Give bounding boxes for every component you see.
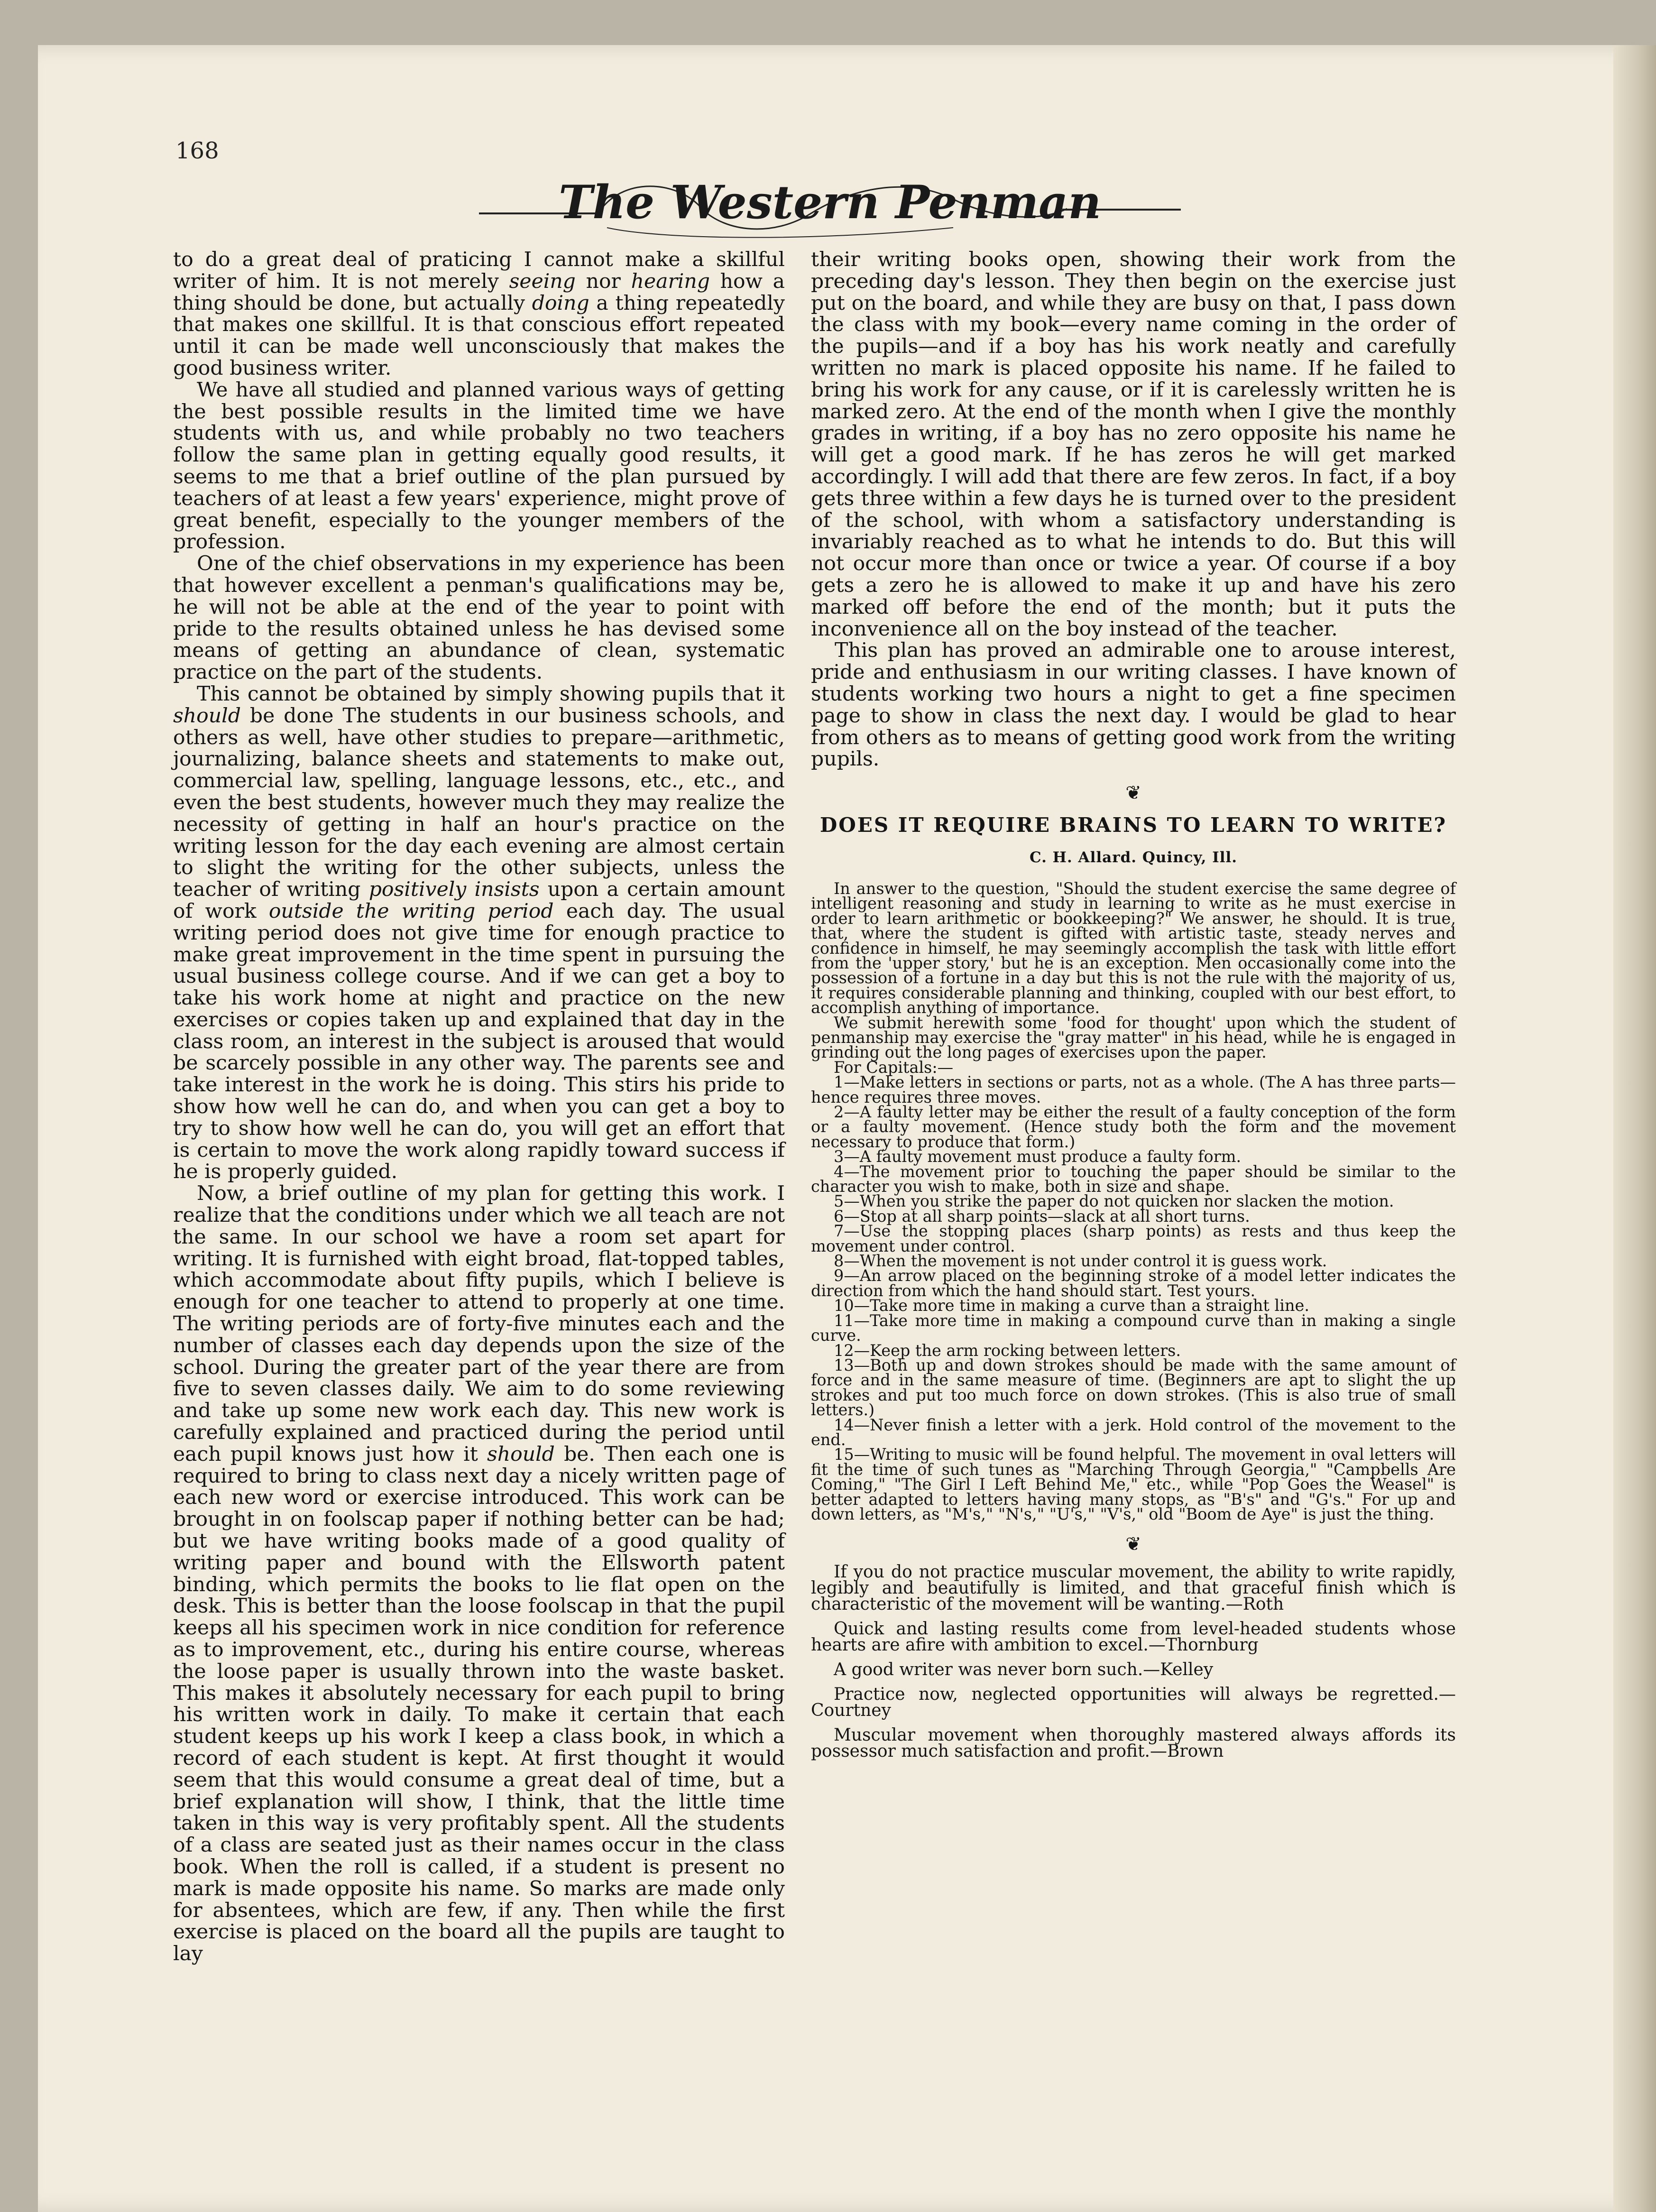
paragraph: In answer to the question, "Should the student exercise the same degree of intelligent reasoning and study in learning to write as he must exercise in order to learn arithmetic or bookkeeping?" We answer, he should. It is true, that, where the student is gifted with artistic taste, steady nerves and confidence in himself, he may seemingly accomplish the task with little effort from the 'upper story,' but he is an exception. Men occasionally come into the possession of a fortune in a day but this is not the rule with the majority of us, it requires considerable planning and thinking, coupled with our best effort, to accomplish anything of importance. (811, 879, 1456, 1017)
ornament-icon: ❦ (1125, 1533, 1141, 1556)
paragraph: their writing books open, showing their work from the preceding day's lesson. They then begin on the exercise just put on the board, and while they are busy on that, I pass down the class with my book—every name coming in the order of the pupils—and if a boy has his work neatly and carefully written no mark is placed opposite his name. If he failed to bring his work for any cause, or if it is carelessly written he is marked zero. At the end of the month when I give the monthly grades in writing, if a boy has no zero opposite his name he will get a good mark. If he has zeros he will get marked accordingly. I will add that there are few zeros. In fact, if a boy gets three within a few days he is turned over to the president of the school, with whom a satisfactory understanding is invariably reached as to what he intends to do. But this will not occur more than once or twice a year. Of course if a boy gets a zero he is allowed to make it up and have his zero marked off before the end of the month; but it puts the inconvenience all on the boy instead of the teacher. (811, 248, 1456, 641)
page-number: 168 (175, 138, 219, 164)
rule-item: 11—Take more time in making a compound curve than in making a single curve. (811, 1311, 1456, 1345)
paragraph: We submit herewith some 'food for thought' upon which the student of penmanship may exercise the "gray matter" in his head, while he is engaged in grinding out the long pages of exercises upon the paper. (811, 1013, 1456, 1062)
quote: If you do not practice muscular movement, the ability to write rapidly, legibly and beautifully is limited, and that graceful finish which is characteristic of the movement will be wanting.—Roth (811, 1562, 1456, 1614)
rule-item: 5—When you strike the paper do not quicken nor slacken the motion. (834, 1192, 1394, 1211)
masthead-text: The Western Penman (558, 175, 1102, 229)
article-headline: DOES IT REQUIRE BRAINS TO LEARN TO WRITE? (819, 813, 1447, 837)
quotes-section (811, 1564, 1456, 1760)
rule-item: 7—Use the stopping places (sharp points) as rests and thus keep the movement under control. (811, 1222, 1456, 1255)
rule-item: 8—When the movement is not under control it is guess work. (834, 1252, 1327, 1271)
rule-item: 13—Both up and down strokes should be made with the same amount of force and in the same measure of time. (Beginners are apt to slight the up strokes and put too much force on down strokes. (This is also true of small letters.) (811, 1355, 1456, 1419)
paragraph: This cannot be obtained by simply showing pupils that it should be done The students in our business schools, and others as well, have other studies to prepare—arithmetic, journalizing, balance sheets and statements to make out, commercial law, spelling, language lessons, etc., etc., and even the best students, however much they may realize the necessity of getting in half an hour's practice on the writing lesson for the day each evening are almost certain to slight the writing for the other subjects, unless the teacher of writing positively insists upon a certain amount of work outside the writing period each day. The usual writing period does not give time for enough practice to make great improvement in the time spent in pursuing the usual business college course. And if we can get a boy to take his work home at night and practice on the new exercises or copies taken up and explained that day in the class room, an interest in the subject is aroused that would be scarcely possible in any other way. The parents see and take interest in the work he is doing. This stirs his pride to show how well he can do, and when you can get a boy to try to show how well he can do, you will get an effort that is certain to move the work along rapidly toward success if he is properly guided. (173, 682, 785, 1184)
rule-item: 3—A faulty movement must produce a faulty form. (834, 1147, 1242, 1166)
rule-item: 1—Make letters in sections or parts, not as a whole. (The A has three parts—hence requires three moves. (811, 1073, 1456, 1106)
quote: Quick and lasting results come from level-headed students whose hearts are afire with ambition to excel.—Thornburg (811, 1619, 1456, 1655)
rule-item: 10—Take more time in making a curve than a straight line. (834, 1296, 1310, 1315)
paragraph: to do a great deal of praticing I cannot make a skillful writer of him. It is not merely seeing nor hearing how a thing should be done, but actually doing a thing repeatedly that makes one skillful. It is that conscious effort repeated until it can be made well unconsciously that makes the good business writer. (173, 248, 785, 380)
article-body (811, 881, 1456, 1521)
masthead-logo (479, 157, 1181, 251)
rule-item: 14—Never finish a letter with a jerk. Hold control of the movement to the end. (811, 1415, 1456, 1449)
article-byline: C. H. Allard. Quincy, Ill. (1029, 849, 1238, 866)
rule-item: 15—Writing to music will be found helpful. The movement in oval letters will fit the time of such tunes as "Marching Through Georgia," "Campbells Are Coming," "The Girl I Left Behind Me," etc., while "Pop Goes the Weasel" is better adapted to letters having many stops, as "B's" and "G's." For up and down letters, as "M's," "N's," "U's," "V's," old "Boom de Aye" is just the thing. (811, 1445, 1456, 1523)
paragraph: This plan has proved an admirable one to arouse interest, pride and enthusiasm in our writing classes. I have known of students working two hours a night to get a fine specimen page to show in class the next day. I would be glad to hear from others as to means of getting good work from the writing pupils. (811, 639, 1456, 771)
rule-item: 2—A faulty letter may be either the result of a faulty conception of the form or a faulty movement. (Hence study both the form and the movement necessary to produce that form.) (811, 1103, 1456, 1151)
rule-item: 6—Stop at all sharp points—slack at all short turns. (834, 1207, 1250, 1226)
right-column (811, 249, 1456, 1768)
for-capitals-label: For Capitals:— (834, 1058, 954, 1077)
paragraph: One of the chief observations in my experience has been that however excellent a penman's qualifications may be, he will not be able at the end of the year to point with pride to the results obtained unless he has devised some means of getting an abundance of clean, systematic practice on the part of the students. (173, 552, 785, 684)
quote: Practice now, neglected opportunities will always be regretted.—Courtney (811, 1685, 1456, 1721)
rule-item: 12—Keep the arm rocking between letters. (834, 1341, 1181, 1360)
paragraph: Now, a brief outline of my plan for getting this work. I realize that the conditions under which we all teach are not the same. In our school we have a room set apart for writing. It is furnished with eight broad, flat-topped tables, which accommodate about fifty pupils, which I believe is enough for one teacher to attend to properly at one time. The writing periods are of forty-five minutes each and the number of classes each day depends upon the size of the school. During the greater part of the year there are from five to seven classes daily. We aim to do some reviewing and take up some new work each day. This new work is carefully explained and practiced during the period until each pupil knows just how it should be. Then each one is required to bring to class next day a nicely written page of each new word or exercise introduced. This work can be brought in on foolscap paper if nothing better can be had; but we have writing books made of a good quality of writing paper and bound with the Ellsworth patent binding, which permits the books to lie flat open on the desk. This is better than the loose foolscap in that the pupil keeps all his specimen work in nice condition for reference as to improvement, etc., during his entire course, whereas the loose paper is usually thrown into the waste basket. This makes it absolutely necessary for each pupil to bring his written work in daily. To make it certain that each student keeps up his work I keep a class book, in which a record of each student is kept. At first thought it would seem that this would consume a great deal of time, but a brief explanation will show, I think, that the little time taken in this way is very profitably spent. All the students of a class are seated just as their names occur in the class book. When the roll is called, if a student is present no mark is made opposite his name. So marks are made only for absentees, which are few, if any. Then while the first exercise is placed on the board all the pupils are taught to lay (173, 1182, 785, 1966)
quote: Muscular movement when thoroughly mastered always affords its possessor much satisfaction and profit.—Brown (811, 1725, 1456, 1761)
paragraph: We have all studied and planned various ways of getting the best possible results in the limited time we have students with us, and while probably no two teachers follow the same plan in getting equally good results, it seems to me that a brief outline of the plan pursued by teachers of at least a few years' experience, might prove of great benefit, especially to the younger members of the profession. (173, 378, 785, 554)
rule-item: 9—An arrow placed on the beginning stroke of a model letter indicates the direction from which the hand should start. Test yours. (811, 1266, 1456, 1300)
ornament-icon: ❦ (1125, 782, 1141, 804)
rule-item: 4—The movement prior to touching the paper should be similar to the character you wish to make, both in size and shape. (811, 1162, 1456, 1196)
left-column (173, 249, 785, 1965)
quote: A good writer was never born such.—Kelley (834, 1660, 1214, 1680)
page-spine (1613, 45, 1656, 2212)
